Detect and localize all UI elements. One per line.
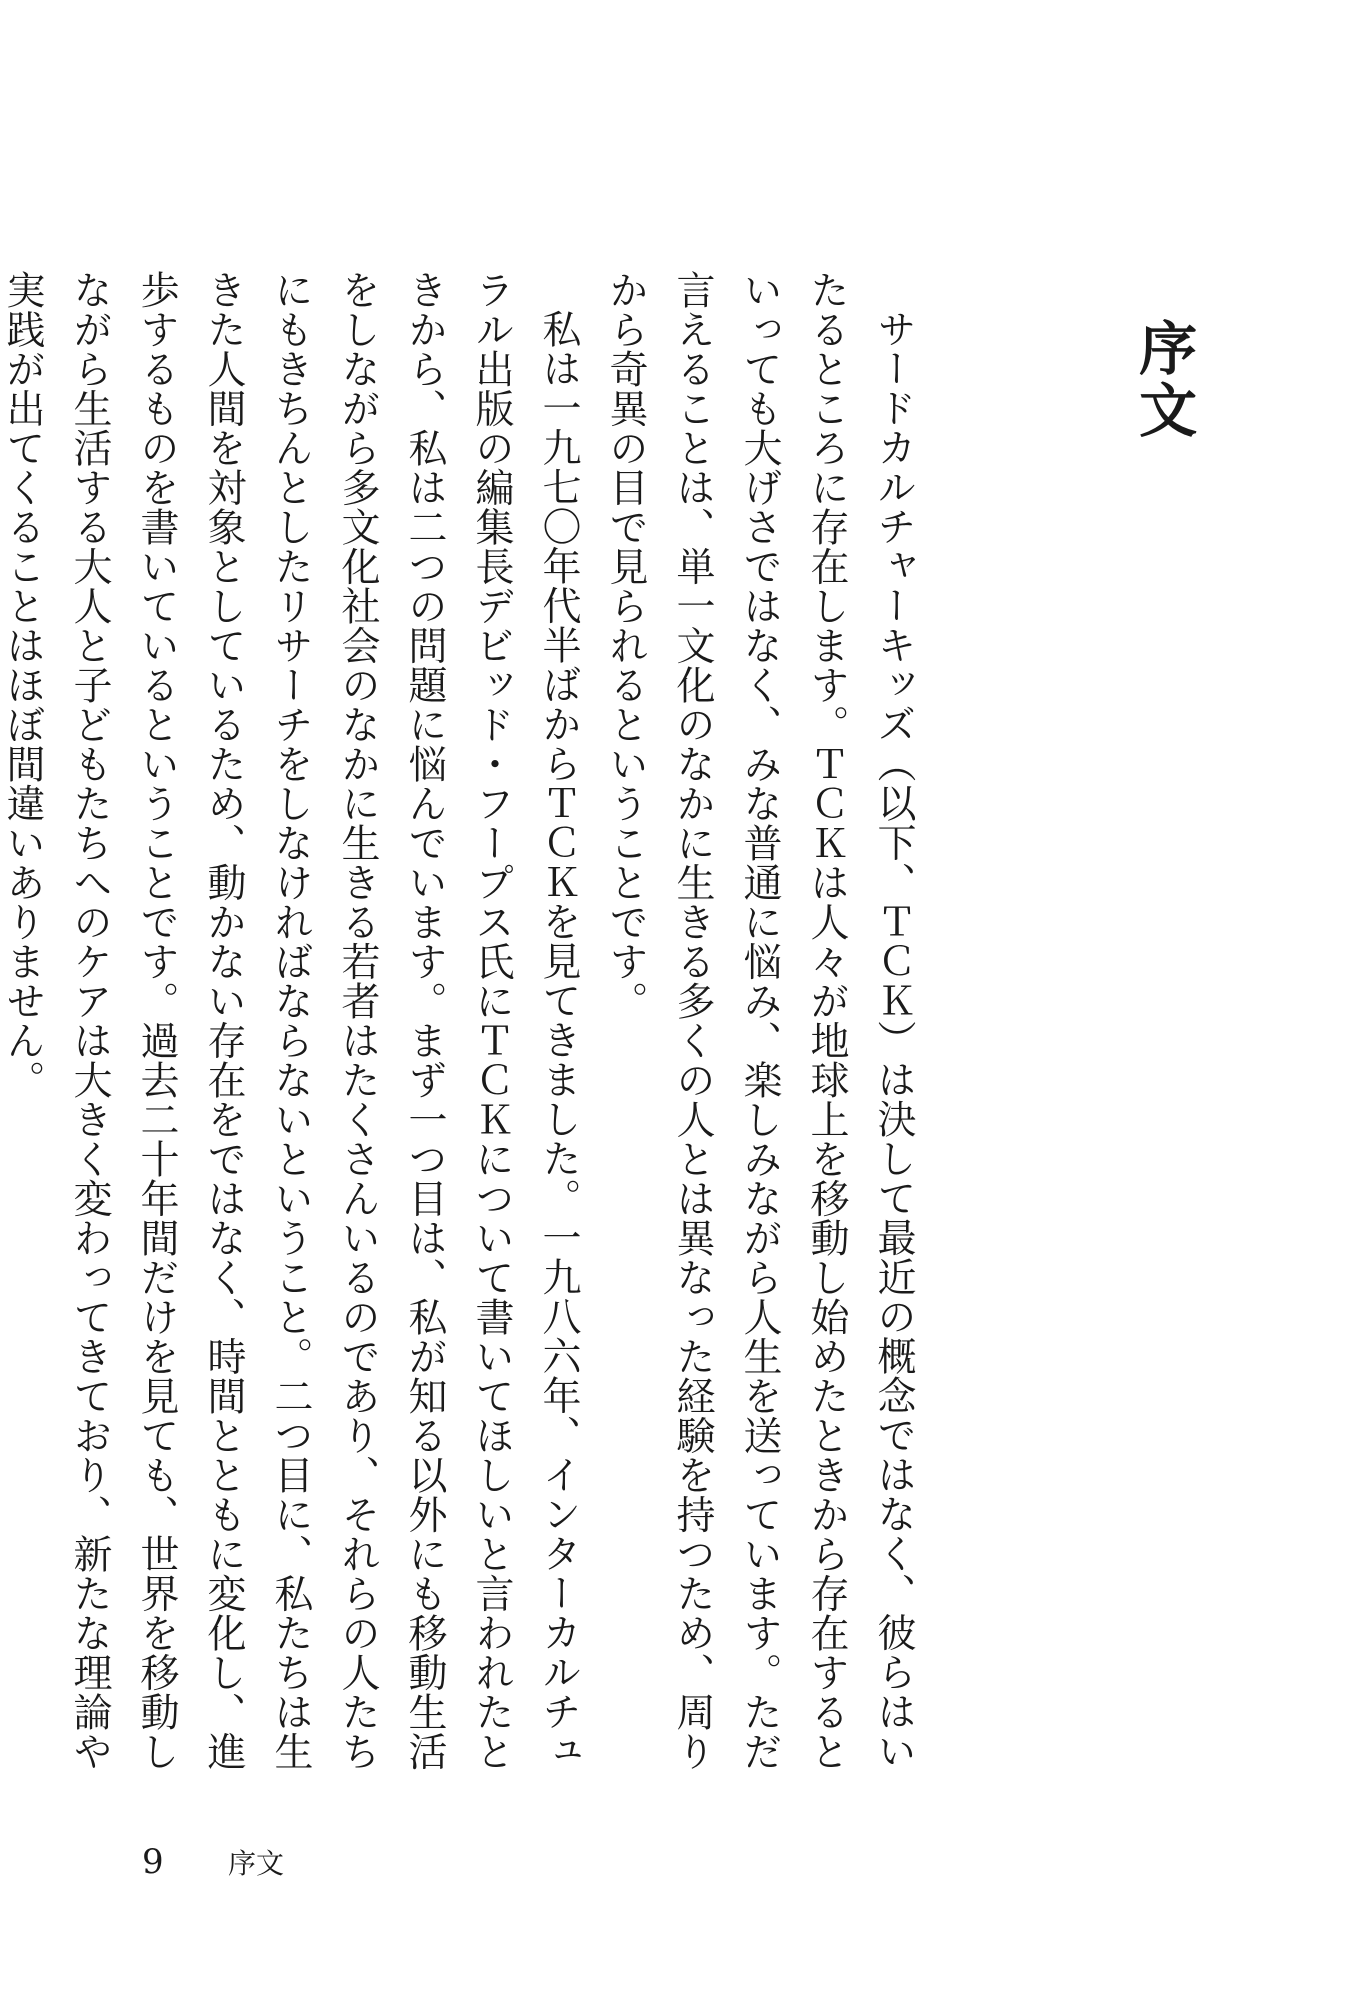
running-head: 序文 (228, 1847, 285, 1880)
body-text (0, 270, 927, 1780)
paragraph: サードカルチャーキッズ（以下、ＴＣＫ）は決して最近の概念ではなく、彼らはいたるところに存在します。ＴＣＫは人々が地球上を移動し始めたときから存在するといっても大げさではなく、みな普通に悩み、楽しみながら人生を送っています。ただ言えることは、単一文化のなかに生きる多くの人とは異なった経験を持つため、周りから奇異の目で見られるということです。 (603, 270, 916, 1771)
paragraph: 私は一九七〇年代半ばからＴＣＫを見てきました。一九八六年、インターカルチュラル出版の編集長デビッド・フープス氏にＴＣＫについて書いてほしいと言われたときから、私は二つの問題に悩んでいます。まず一つ目は、私が知る以外にも移動生活をしながら多文化社会のなかに生きる若者はたくさんいるのであり、それらの人たちにもきちんとしたリサーチをしなければならないということ。二つ目に、私たちは生きた人間を対象としているため、動かない存在をではなく、時間とともに変化し、進歩するものを書いているということです。過去二十年間だけを見ても、世界を移動しながら生活する大人と子どもたちへのケアは大きく変わってきており、新たな理論や実践が出てくることはほぼ間違いありません。 (0, 270, 581, 1771)
chapter-title: 序文 (1129, 318, 1198, 442)
page-footer (142, 1842, 284, 1882)
page-number: 9 (142, 1842, 164, 1882)
